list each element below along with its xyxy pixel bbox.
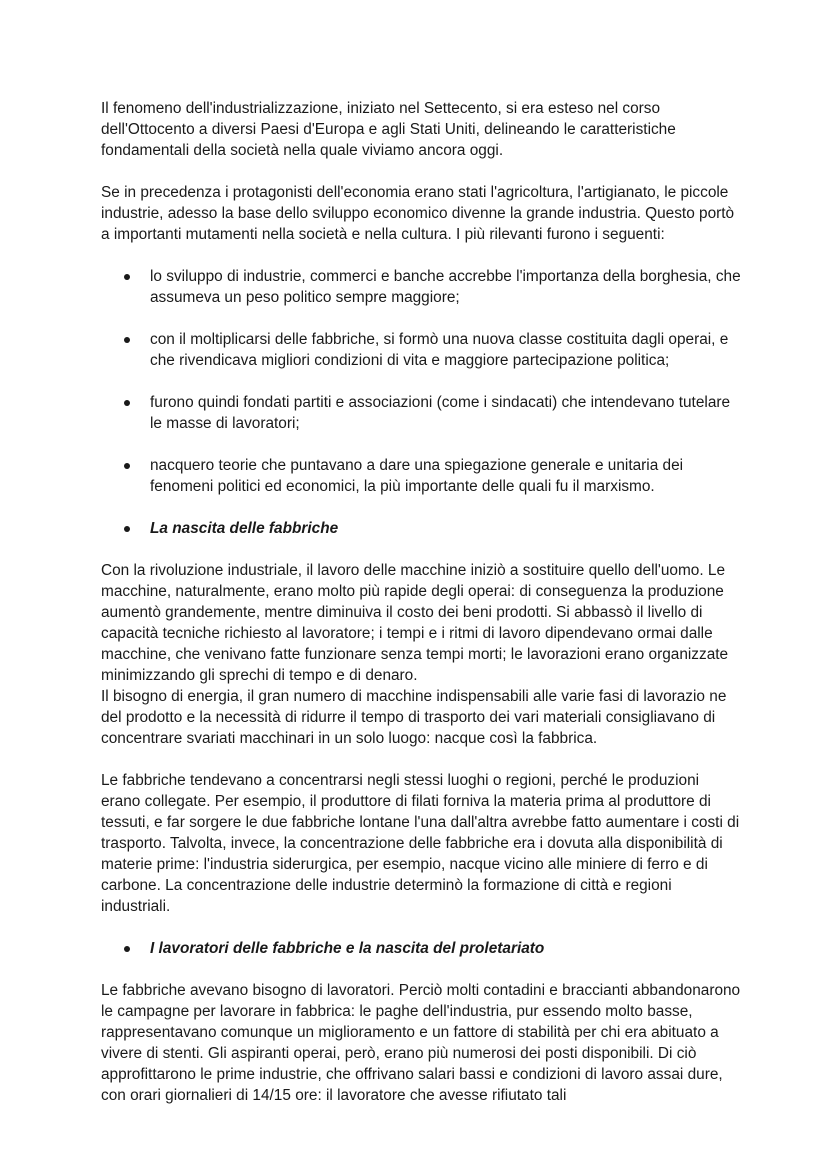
section-paragraph: Con la rivoluzione industriale, il lavoro delle macchine iniziò a sostituire quello dell'uomo. Le macchine, naturalmente, erano molto più rapide degli operai: di conseguenza la produzione aumentò grandemente, mentre diminuiva il costo dei beni prodotti. Si abbassò il livello di capacità tecniche richiesto al lavoratore; i tempi e i ritmi di lavoro dipendevano ormai dalle macchine, che venivano fatte funzionare senza tempi morti; le lavorazioni erano organizzate minimizzando gli sprechi di tempo e di denaro. <box>101 562 729 684</box>
section-heading-text: La nascita delle fabbriche <box>150 520 339 537</box>
list-item <box>101 392 741 434</box>
list-item <box>101 329 741 371</box>
list-item-text: furono quindi fondati partiti e associazioni (come i sindacati) che intendevano tutelare le masse di lavoratori; <box>150 394 731 432</box>
intro-paragraph: Il fenomeno dell'industrializzazione, iniziato nel Settecento, si era esteso nel corso dell'Ottocento a diversi Paesi d'Europa e agli Stati Uniti, delineando le caratteristiche fondamentali della società nella quale viviamo ancora oggi. <box>101 100 676 159</box>
bullet-icon <box>124 463 130 469</box>
bullet-icon <box>124 337 130 343</box>
list-item-text: lo sviluppo di industrie, commerci e banche accrebbe l'importanza della borghesia, che assumeva un peso politico sempre maggiore; <box>150 268 741 306</box>
bullet-icon <box>124 274 130 280</box>
changes-list <box>101 266 741 497</box>
section-paragraph: Le fabbriche tendevano a concentrarsi negli stessi luoghi o regioni, perché le produzioni erano collegate. Per esempio, il produttore di filati forniva la materia prima al produttore di tessuti, e far sorgere le due fabbriche lontane l'una dall'altra avrebbe fatto aumentare i costi di trasporto. Talvolta, invece, la concentrazione delle fabbriche era i dovuta alla disponibilità di materie prime: l'industria siderurgica, per esempio, nacque vicino alle miniere di ferro e di carbone. La concentrazione delle industrie determinò la formazione di città e regioni industriali. <box>101 772 740 915</box>
section-heading <box>101 938 741 959</box>
document-page <box>101 98 741 1127</box>
list-item-text: nacquero teorie che puntavano a dare una spiegazione generale e unitaria dei fenomeni politici ed economici, la più importante delle quali fu il marxismo. <box>150 457 684 495</box>
intro-paragraph: Se in precedenza i protagonisti dell'economia erano stati l'agricoltura, l'artigianato, le piccole industrie, adesso la base dello sviluppo economico divenne la grande industria. Questo portò a importanti mutamenti nella società e nella cultura. I più rilevanti furono i seguenti: <box>101 184 735 243</box>
section-heading-text: I lavoratori delle fabbriche e la nascita del proletariato <box>150 940 545 957</box>
bullet-icon <box>124 400 130 406</box>
section-heading <box>101 518 741 539</box>
section-paragraph: Il bisogno di energia, il gran numero di macchine indispensabili alle varie fasi di lavorazio ne del prodotto e la necessità di ridurre il tempo di trasporto dei vari materiali consigliavano di concentrare svariati macchinari in un solo luogo: nacque così la fabbrica. <box>101 688 727 747</box>
bullet-icon <box>124 946 130 952</box>
list-item-text: con il moltiplicarsi delle fabbriche, si formò una nuova classe costituita dagli operai, e che rivendicava migliori condizioni di vita e maggiore partecipazione politica; <box>150 331 729 369</box>
list-item <box>101 455 741 497</box>
section-paragraph: Le fabbriche avevano bisogno di lavoratori. Perciò molti contadini e braccianti abbandonarono le campagne per lavorare in fabbrica: le paghe dell'industria, pur essendo molto basse, rappresentavano comunque un miglioramento e un fattore di stabilità per chi era abituato a vivere di stenti. Gli aspiranti operai, però, erano più numerosi dei posti disponibili. Di ciò approfittarono le prime industrie, che offrivano salari bassi e condizioni di lavoro assai dure, con orari giornalieri di 14/15 ore: il lavoratore che avesse rifiutato tali <box>101 982 741 1104</box>
list-item <box>101 266 741 308</box>
bullet-icon <box>124 526 130 532</box>
